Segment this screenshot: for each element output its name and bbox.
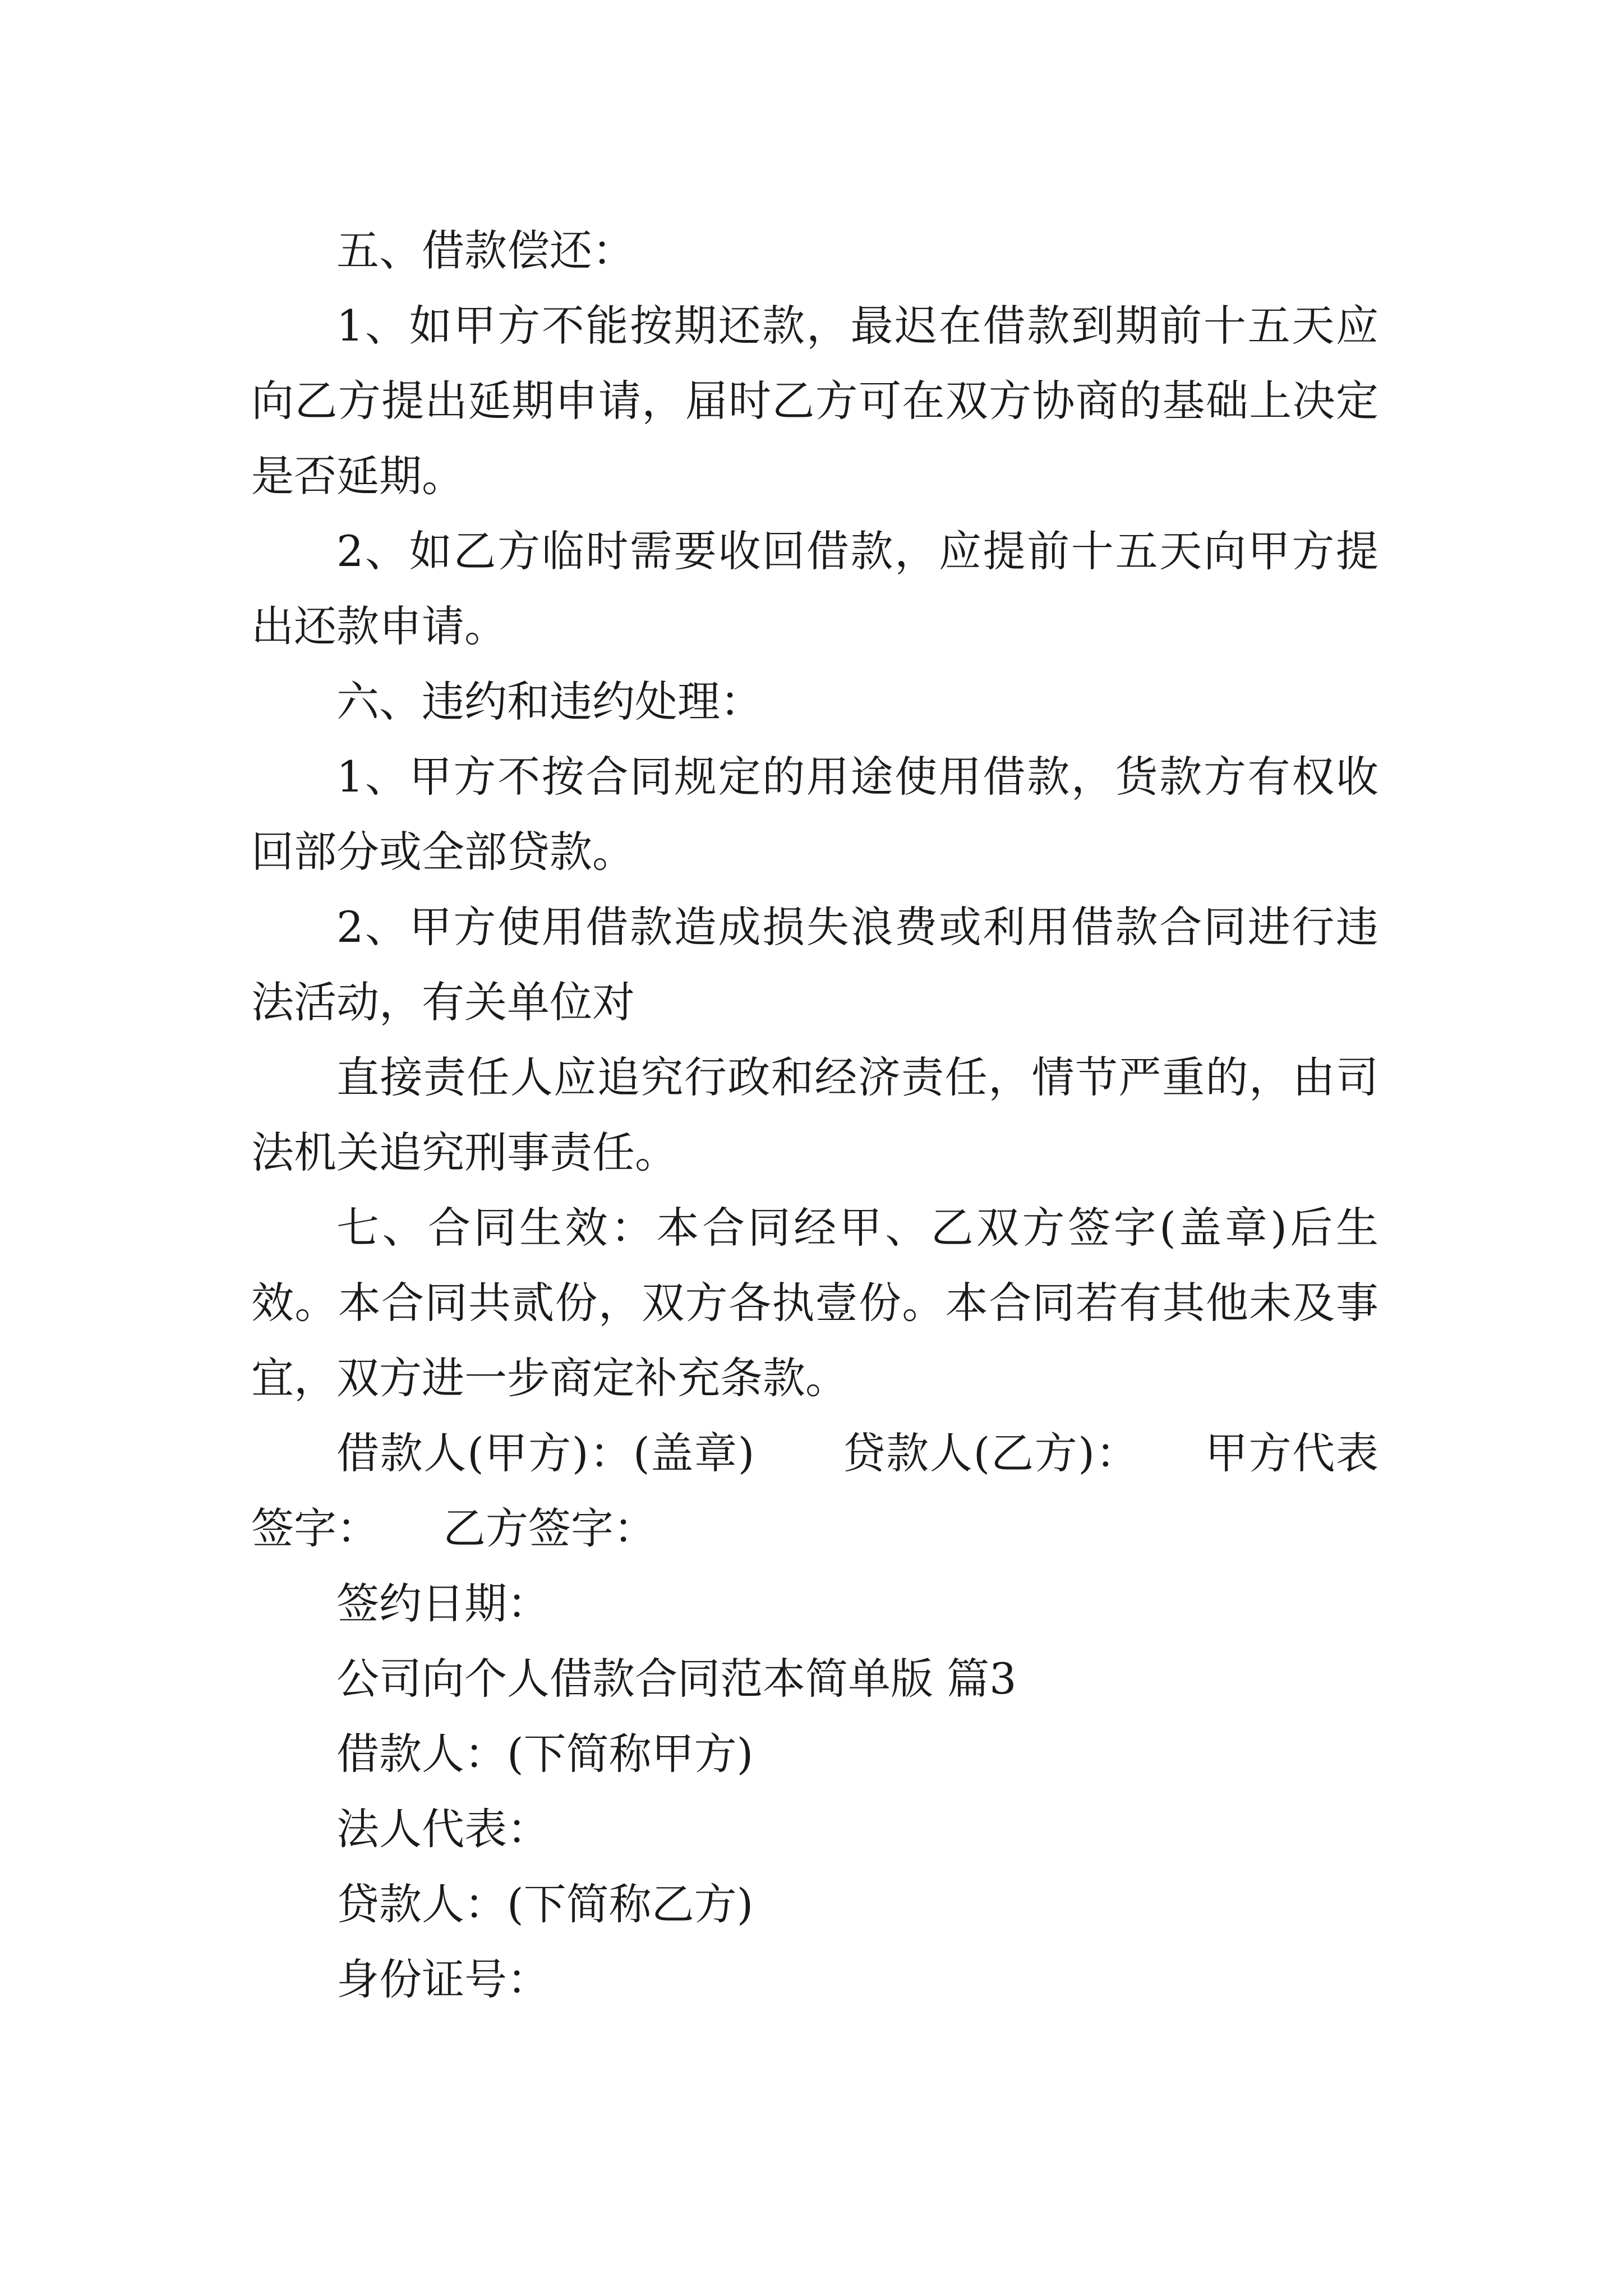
section-heading-breach: 六、违约和违约处理：: [336, 677, 763, 726]
signature-line: 借款人(甲方)：(盖章) 贷款人(乙方)： 甲方代表签字： 乙方签字：: [251, 1428, 1378, 1553]
paragraph-liability: 直接责任人应追究行政和经济责任，情节严重的，由司法机关追究刑事责任。: [251, 1052, 1378, 1177]
paragraph-extension-request: 1、如甲方不能按期还款，最迟在借款到期前十五天应向乙方提出延期申请，届时乙方可在双方协商的基础上决定是否延期。: [251, 301, 1378, 501]
lender-label: 贷款人：(下简称乙方): [336, 1879, 754, 1929]
paragraph-effectiveness: 七、合同生效：本合同经甲、乙双方签字(盖章)后生效。本合同共贰份，双方各执壹份。本合同若有其他未及事宜，双方进一步商定补充条款。: [251, 1203, 1378, 1403]
document-body: [251, 213, 1378, 2017]
paragraph-early-recall: 2、如乙方临时需要收回借款，应提前十五天向甲方提出还款申请。: [251, 526, 1378, 651]
signing-date-label: 签约日期：: [336, 1579, 550, 1628]
id-number-label: 身份证号：: [336, 1954, 550, 2004]
contract-title-part3: 公司向个人借款合同范本简单版 篇3: [336, 1654, 1017, 1704]
borrower-label: 借款人：(下简称甲方): [336, 1729, 754, 1779]
paragraph-illegal-activity: 2、甲方使用借款造成损失浪费或利用借款合同进行违法活动，有关单位对: [251, 902, 1378, 1027]
legal-representative-label: 法人代表：: [336, 1804, 550, 1854]
paragraph-misuse: 1、甲方不按合同规定的用途使用借款，货款方有权收回部分或全部贷款。: [251, 752, 1378, 877]
section-heading-repayment: 五、借款偿还：: [336, 226, 635, 275]
